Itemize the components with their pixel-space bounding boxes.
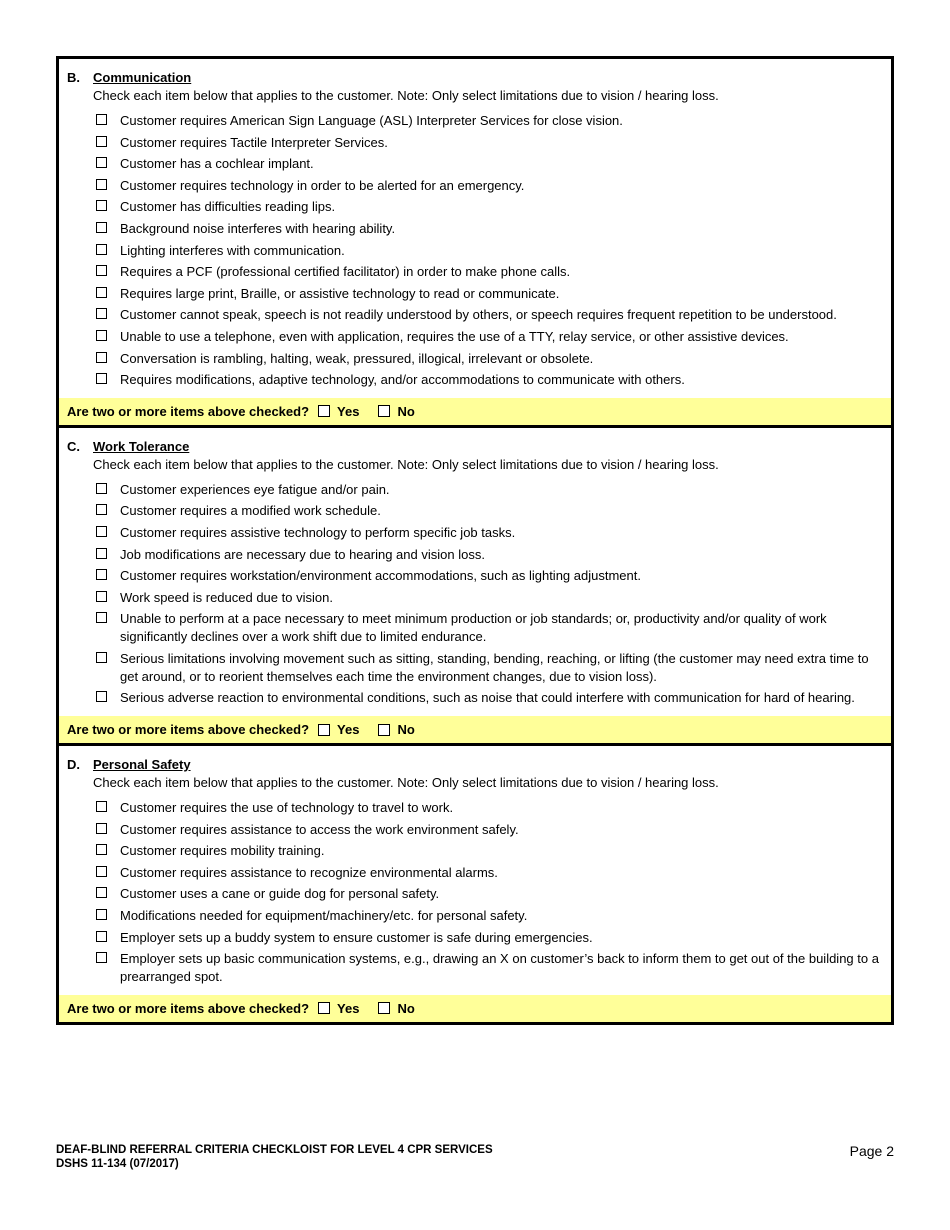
checklist-item — [96, 481, 881, 499]
item-label: Customer requires a modified work schedule. — [120, 503, 381, 519]
section-title: Communication — [93, 70, 192, 85]
item-checkbox[interactable] — [96, 866, 107, 877]
item-label: Work speed is reduced due to vision. — [120, 589, 333, 605]
checklist-item — [96, 112, 881, 130]
section-work-tolerance — [59, 425, 891, 743]
item-label: Customer requires assistance to access the work environment safely. — [120, 821, 519, 837]
no-label: No — [397, 722, 415, 738]
section-communication — [59, 59, 891, 425]
checklist-item — [96, 502, 881, 520]
item-label: Modifications needed for equipment/machinery/etc. for personal safety. — [120, 908, 528, 924]
item-checkbox[interactable] — [96, 308, 107, 319]
item-label: Conversation is rambling, halting, weak, pressured, illogical, irrelevant or obsolete. — [120, 350, 594, 366]
checklist-item — [96, 134, 881, 152]
checklist-item — [96, 950, 881, 986]
item-label: Customer cannot speak, speech is not readily understood by others, or speech requires frequent repetition to be understood. — [120, 307, 837, 323]
checklist-item — [96, 177, 881, 195]
checklist-item — [96, 907, 881, 925]
section-header — [67, 439, 881, 455]
checklist-item — [96, 650, 881, 686]
checklist-items — [67, 799, 881, 986]
item-checkbox[interactable] — [96, 887, 107, 898]
no-label: No — [397, 403, 415, 419]
checklist-item — [96, 567, 881, 585]
page-footer — [56, 1143, 894, 1171]
item-checkbox[interactable] — [96, 691, 107, 702]
no-checkbox[interactable] — [378, 724, 390, 736]
item-checkbox[interactable] — [96, 483, 107, 494]
section-body — [59, 746, 891, 995]
item-label: Customer has a cochlear implant. — [120, 156, 314, 172]
no-checkbox[interactable] — [378, 1002, 390, 1014]
yes-checkbox[interactable] — [318, 1002, 330, 1014]
section-header — [67, 70, 881, 86]
item-label: Customer experiences eye fatigue and/or pain. — [120, 481, 390, 497]
form-title: DEAF-BLIND REFERRAL CRITERIA CHECKLOIST FOR LEVEL 4 CPR SERVICES — [56, 1144, 493, 1156]
item-checkbox[interactable] — [96, 591, 107, 602]
item-checkbox[interactable] — [96, 373, 107, 384]
item-label: Customer requires assistance to recognize environmental alarms. — [120, 864, 498, 880]
item-checkbox[interactable] — [96, 157, 107, 168]
section-instruction: Check each item below that applies to the customer. Note: Only select limitations due to vision / hearing loss. — [93, 88, 719, 103]
item-checkbox[interactable] — [96, 136, 107, 147]
checklist-item — [96, 306, 881, 324]
checklist-item — [96, 589, 881, 607]
section-title: Work Tolerance — [93, 438, 190, 454]
checklist-items — [67, 112, 881, 389]
checklist-item — [96, 371, 881, 389]
checklist-item — [96, 821, 881, 839]
checklist-form — [56, 56, 894, 1025]
checklist-item — [96, 929, 881, 947]
section-header — [67, 757, 881, 773]
item-checkbox[interactable] — [96, 569, 107, 580]
checklist-item — [96, 689, 881, 707]
checklist-item — [96, 524, 881, 542]
item-checkbox[interactable] — [96, 844, 107, 855]
no-checkbox[interactable] — [378, 405, 390, 417]
item-checkbox[interactable] — [96, 287, 107, 298]
item-label: Serious adverse reaction to environmental conditions, such as noise that could interfere with communication for hard of hearing. — [120, 690, 855, 706]
item-label: Employer sets up basic communication systems, e.g., drawing an X on customer’s back to inform them to get out of the building to a prearranged spot. — [120, 951, 879, 985]
form-code: DSHS 11-134 (07/2017) — [56, 1158, 179, 1170]
item-label: Job modifications are necessary due to hearing and vision loss. — [120, 546, 485, 562]
checklist-item — [96, 155, 881, 173]
no-label: No — [397, 1000, 415, 1016]
checklist-item — [96, 546, 881, 564]
section-body — [59, 428, 891, 716]
item-label: Lighting interferes with communication. — [120, 242, 345, 258]
item-checkbox[interactable] — [96, 801, 107, 812]
checklist-item — [96, 350, 881, 368]
item-label: Employer sets up a buddy system to ensure customer is safe during emergencies. — [120, 929, 593, 945]
item-label: Customer requires mobility training. — [120, 843, 325, 859]
item-checkbox[interactable] — [96, 330, 107, 341]
item-label: Customer has difficulties reading lips. — [120, 199, 336, 215]
item-label: Requires modifications, adaptive technology, and/or accommodations to communicate with others. — [120, 372, 685, 388]
section-body — [59, 59, 891, 398]
section-letter: B. — [67, 70, 80, 85]
item-checkbox[interactable] — [96, 244, 107, 255]
checklist-item — [96, 263, 881, 281]
checklist-item — [96, 328, 881, 346]
yes-label: Yes — [337, 403, 360, 419]
page-number: Page 2 — [849, 1143, 894, 1159]
checklist-item — [96, 610, 881, 646]
section-letter: D. — [67, 757, 80, 773]
item-checkbox[interactable] — [96, 548, 107, 559]
checklist-item — [96, 220, 881, 238]
item-label: Customer requires assistive technology to perform specific job tasks. — [120, 524, 516, 540]
item-label: Unable to perform at a pace necessary to meet minimum production or job standards; or, productivity and/or quality of work significantly declines over a work shift due to limited endurance. — [120, 611, 827, 645]
yes-checkbox[interactable] — [318, 724, 330, 736]
item-checkbox[interactable] — [96, 652, 107, 663]
section-title: Personal Safety — [93, 757, 191, 773]
item-label: Unable to use a telephone, even with application, requires the use of a TTY, relay service, or other assistive devices. — [120, 328, 789, 344]
checklist-item — [96, 799, 881, 817]
item-label: Customer requires technology in order to be alerted for an emergency. — [120, 177, 525, 193]
question-label: Are two or more items above checked? — [67, 722, 310, 738]
two-or-more-question — [59, 716, 891, 743]
item-checkbox[interactable] — [96, 612, 107, 623]
section-letter: C. — [67, 438, 80, 454]
two-or-more-question — [59, 398, 891, 425]
item-label: Customer requires Tactile Interpreter Services. — [120, 134, 388, 150]
item-checkbox[interactable] — [96, 909, 107, 920]
item-label: Customer requires workstation/environment accommodations, such as lighting adjustment. — [120, 568, 641, 584]
item-checkbox[interactable] — [96, 114, 107, 125]
item-checkbox[interactable] — [96, 504, 107, 515]
item-checkbox[interactable] — [96, 931, 107, 942]
yes-label: Yes — [337, 722, 360, 738]
item-label: Customer requires the use of technology to travel to work. — [120, 800, 454, 816]
item-checkbox[interactable] — [96, 823, 107, 834]
yes-checkbox[interactable] — [318, 405, 330, 417]
checklist-item — [96, 285, 881, 303]
item-label: Serious limitations involving movement such as sitting, standing, bending, reaching, or lifting (the customer may need extra time to get around, or to reorient themselves each time the environment changes, due to vision loss). — [120, 650, 869, 684]
item-checkbox[interactable] — [96, 352, 107, 363]
item-checkbox[interactable] — [96, 526, 107, 537]
item-checkbox[interactable] — [96, 265, 107, 276]
checklist-item — [96, 864, 881, 882]
checklist-item — [96, 198, 881, 216]
question-label: Are two or more items above checked? — [67, 403, 310, 419]
item-label: Customer requires American Sign Language (ASL) Interpreter Services for close vision. — [120, 113, 623, 128]
section-personal-safety — [59, 743, 891, 1022]
two-or-more-question — [59, 995, 891, 1022]
item-label: Customer uses a cane or guide dog for personal safety. — [120, 886, 440, 902]
yes-label: Yes — [337, 1000, 360, 1016]
section-instruction: Check each item below that applies to the customer. Note: Only select limitations due to vision / hearing loss. — [93, 775, 719, 791]
item-checkbox[interactable] — [96, 179, 107, 190]
checklist-items — [67, 481, 881, 708]
item-checkbox[interactable] — [96, 952, 107, 963]
item-label: Requires a PCF (professional certified facilitator) in order to make phone calls. — [120, 264, 571, 280]
item-label: Requires large print, Braille, or assistive technology to read or communicate. — [120, 285, 560, 301]
section-instruction: Check each item below that applies to the customer. Note: Only select limitations due to vision / hearing loss. — [93, 456, 719, 472]
question-label: Are two or more items above checked? — [67, 1000, 310, 1016]
item-label: Background noise interferes with hearing ability. — [120, 220, 396, 236]
item-checkbox[interactable] — [96, 200, 107, 211]
item-checkbox[interactable] — [96, 222, 107, 233]
checklist-item — [96, 885, 881, 903]
checklist-item — [96, 242, 881, 260]
checklist-item — [96, 842, 881, 860]
